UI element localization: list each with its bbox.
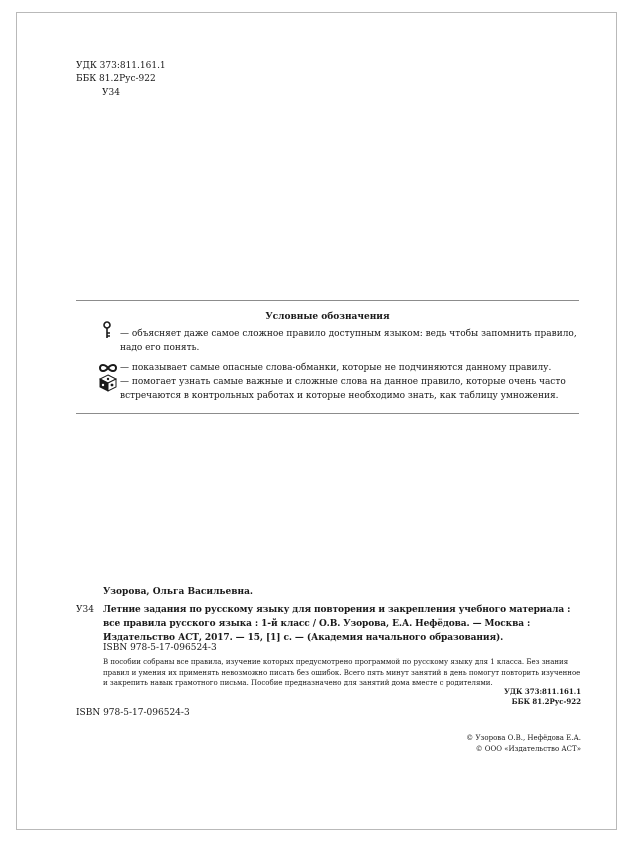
catalog-author-mark: У34 xyxy=(76,605,94,615)
catalog-udk: УДК 373:811.161.1 xyxy=(504,687,581,696)
legend-title: Условные обозначения xyxy=(265,312,390,322)
legend-bottom-rule xyxy=(76,413,579,414)
key-icon xyxy=(98,321,118,339)
catalog-description: Летние задания по русскому языку для повторения и закрепления учебного материала : все правила русского языка : 1-й класс / О.В. Узорова, Е.А. Нефёдова. — Москва : Издательство АСТ, 2017. — 15, [1] с. — (Академия начального образования). xyxy=(103,605,571,643)
catalog-annotation: В пособии собраны все правила, изучение которых предусмотрено программой по русскому языку для 1 класса. Без знания правил и умения их применять невозможно писать без ошибок. Всего пять минут занятий в день помогут повторить изученное и закрепить навык грамотного письма. Пособие предназначено для занятий дома вместе с родителями. xyxy=(103,658,581,687)
legend-item-infinity: — показывает самые опасные слова-обманки, которые не подчиняются данному правилу. xyxy=(120,363,552,373)
catalog-bbk: ББК 81.2Рус-922 xyxy=(511,697,581,706)
isbn-line: ISBN 978-5-17-096524-3 xyxy=(76,708,190,718)
legend-top-rule xyxy=(76,300,579,301)
udk-code: УДК 373:811.161.1 xyxy=(76,61,166,71)
catalog-author-heading: Узорова, Ольга Васильевна. xyxy=(103,587,254,597)
copyright-authors: © Узорова О.В., Нефёдова Е.А. xyxy=(466,734,581,742)
author-mark: У34 xyxy=(102,88,120,98)
bbk-code: ББК 81.2Рус-922 xyxy=(76,74,156,84)
puzzle-cube-icon xyxy=(98,374,118,392)
legend-item-key: — объясняет даже самое сложное правило доступным языком: ведь чтобы запомнить правило, надо его понять. xyxy=(120,329,577,353)
catalog-isbn: ISBN 978-5-17-096524-3 xyxy=(103,643,217,653)
copyright-publisher: © ООО «Издательство АСТ» xyxy=(475,745,581,753)
legend-item-puzzle: — помогает узнать самые важные и сложные слова на данное правило, которые очень часто встречаются в контрольных работах и которые необходимо знать, как таблицу умножения. xyxy=(120,377,566,401)
